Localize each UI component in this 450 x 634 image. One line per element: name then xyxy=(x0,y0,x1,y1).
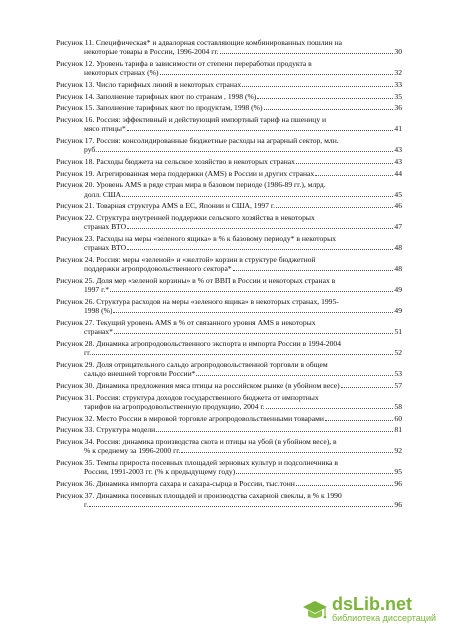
toc-entry-page: 30 xyxy=(394,47,402,57)
leader-dots xyxy=(242,86,393,87)
toc-entry-title: Рисунок 28. Динамика агропродовольственного экспорта и импорта России в 1994-2004 xyxy=(56,338,342,348)
leader-dots xyxy=(296,163,393,164)
toc-entry-continuation: г. xyxy=(84,499,89,509)
toc-entry-page: 43 xyxy=(394,157,402,166)
toc-entry-continuation: странах ВТО xyxy=(84,243,127,253)
mortarboard-icon xyxy=(302,597,328,623)
toc-entry-title: Рисунок 33. Структура модели xyxy=(56,425,156,435)
toc-entry-continuation: некоторые товары в России, 1996-2004 гг. xyxy=(84,47,219,57)
toc-entry xyxy=(56,318,402,337)
leader-dots xyxy=(257,98,393,99)
toc-entry-continuation: поддержки агропродовольственного сектора* xyxy=(84,264,232,274)
toc-entry xyxy=(56,491,402,510)
leader-dots xyxy=(114,333,393,334)
leader-dots xyxy=(266,408,394,409)
leader-dots xyxy=(236,473,393,474)
toc-entry-continuation: долл. США xyxy=(84,189,122,199)
leader-dots xyxy=(181,452,393,453)
leader-dots xyxy=(122,196,393,197)
leader-dots xyxy=(92,354,393,355)
leader-dots xyxy=(315,175,393,176)
toc-entry-title: Рисунок 32. Место России в мировой торговле агропродовольственными товарами xyxy=(56,413,324,423)
toc-entry xyxy=(56,115,402,134)
toc-entry xyxy=(56,169,402,178)
toc-entry-page: 41 xyxy=(394,124,402,134)
leader-dots xyxy=(110,291,393,292)
toc-entry xyxy=(56,381,402,390)
watermark-subtitle: библиотека диссертаций xyxy=(331,613,436,623)
toc-entry-continuation: сальдо внешней торговли России* xyxy=(84,369,196,379)
toc-entry xyxy=(56,38,402,57)
toc-entry-page: 35 xyxy=(394,91,402,101)
toc-entry-continuation: мясо птицы* xyxy=(84,124,126,134)
leader-dots xyxy=(264,109,394,110)
leader-dots xyxy=(156,431,393,432)
leader-dots xyxy=(341,387,394,388)
toc-entry-continuation: тарифов на агропродовольственную продукцию, 2004 г. xyxy=(84,401,265,411)
toc-entry-title: Рисунок 16. Россия: эффективный и действующий импортный тариф на пшеницу и xyxy=(56,115,327,125)
toc-entry-page: 96 xyxy=(394,499,402,509)
toc-entry-continuation: некоторых странах (%) xyxy=(84,68,159,78)
table-of-figures xyxy=(56,38,402,512)
toc-entry-page: 81 xyxy=(394,425,402,435)
toc-entry xyxy=(56,437,402,456)
leader-dots xyxy=(160,74,394,75)
toc-entry-title: Рисунок 37. Динамика посевных площадей и производства сахарной свеклы, в % к 1990 xyxy=(56,490,342,500)
toc-entry-title: Рисунок 17. Россия: консолидированные бюджетные расходы на аграрный сектор, млн. xyxy=(56,136,339,146)
dslib-watermark xyxy=(302,595,436,624)
toc-entry-title: Рисунок 36. Динамика импорта сахара и сахара-сырца в России, тыс.тонн xyxy=(56,478,295,488)
toc-entry-title: Рисунок 26. Структура расходов на меры «зеленого ящика» в некоторых странах, 1995- xyxy=(56,296,339,306)
toc-entry-page: 46 xyxy=(394,201,402,211)
toc-entry-page: 33 xyxy=(394,79,402,89)
toc-entry-title: Рисунок 21. Товарная структура AMS в ЕС, Японии и США, 1997 г. xyxy=(56,201,276,211)
toc-entry xyxy=(56,276,402,295)
toc-entry-page: 95 xyxy=(394,467,402,477)
toc-entry-title: Рисунок 23. Расходы на меры «зеленого ящика» в % к базовому периоду* в некоторых xyxy=(56,234,336,244)
toc-entry-page: 92 xyxy=(394,446,402,456)
toc-entry xyxy=(56,414,402,423)
toc-entry-page: 49 xyxy=(394,285,402,295)
toc-entry-title: Рисунок 19. Агрегированная мера поддержки (AMS) в России и других странах xyxy=(56,168,315,178)
leader-dots xyxy=(98,151,393,152)
toc-entry xyxy=(56,180,402,199)
toc-entry-page: 47 xyxy=(394,222,402,232)
toc-entry-page: 43 xyxy=(394,145,402,155)
toc-entry-title: Рисунок 34. Россия: динамика производства скота и птицы на убой (в убойном весе), в xyxy=(56,436,337,446)
toc-entry xyxy=(56,255,402,274)
leader-dots xyxy=(127,228,393,229)
toc-entry-continuation: гг. xyxy=(84,348,92,358)
toc-entry xyxy=(56,339,402,358)
toc-entry-title: Рисунок 31. Россия: структура доходов государственного бюджета от импортных xyxy=(56,392,319,402)
toc-entry-continuation: % к среднему за 1996-2000 гг. xyxy=(84,446,181,456)
toc-entry-page: 36 xyxy=(394,103,402,113)
watermark-brand: dsLib.net xyxy=(331,594,412,614)
toc-entry xyxy=(56,479,402,488)
toc-entry-page: 48 xyxy=(394,264,402,274)
toc-entry xyxy=(56,59,402,78)
toc-entry-page: 58 xyxy=(394,401,402,411)
toc-entry-title: Рисунок 18. Расходы бюджета на сельское хозяйство в некоторых странах xyxy=(56,157,295,166)
toc-entry-title: Рисунок 22. Структура внутренней поддержки сельского хозяйства в некоторых xyxy=(56,213,315,223)
toc-entry-title: Рисунок 15. Заполнение тарифных квот по продуктам, 1998 (%) xyxy=(56,103,263,113)
toc-entry-title: Рисунок 11. Специфическая* и адвалорная составляющие комбинированных пошлин на xyxy=(56,38,343,47)
toc-entry xyxy=(56,393,402,412)
toc-entry-continuation: России, 1991-2003 гг. (% к предыдущему году) xyxy=(84,467,236,477)
toc-entry-title: Рисунок 30. Динамика предложения мяса птицы на российском рынке (в убойном весе) xyxy=(56,380,340,390)
toc-entry-continuation: странах* xyxy=(84,327,113,337)
leader-dots xyxy=(89,506,393,507)
toc-entry xyxy=(56,136,402,155)
toc-entry-title: Рисунок 35. Темпы прироста посевных площадей зерновых культур и подсолнечника в xyxy=(56,457,339,467)
toc-entry xyxy=(56,157,402,166)
toc-entry-continuation: странах ВТО xyxy=(84,222,127,232)
toc-entry xyxy=(56,360,402,379)
toc-entry-page: 57 xyxy=(394,380,402,390)
toc-entry-title: Рисунок 27. Текущий уровень AMS в % от связанного уровня AMS в некоторых xyxy=(56,317,316,327)
leader-dots xyxy=(233,270,394,271)
toc-entry-title: Рисунок 29. Доля отрицательного сальдо агропродовольственной торговли в общем xyxy=(56,359,328,369)
toc-entry-page: 48 xyxy=(394,243,402,253)
toc-entry-title: Рисунок 24. Россия: меры «зеленой» и «желтой» корзин в структуре бюджетной xyxy=(56,255,316,265)
toc-entry-page: 60 xyxy=(394,413,402,423)
toc-entry-page: 53 xyxy=(394,369,402,379)
toc-entry-page: 32 xyxy=(394,68,402,78)
toc-entry-page: 51 xyxy=(394,327,402,337)
toc-entry xyxy=(56,103,402,112)
leader-dots xyxy=(325,420,393,421)
toc-entry-title: Рисунок 20. Уровень AMS в ряде стран мира в базовом периоде (1986-89 гг.), млрд. xyxy=(56,180,326,190)
toc-entry xyxy=(56,92,402,101)
toc-entry-continuation: 1997 г.* xyxy=(84,285,110,295)
leader-dots xyxy=(276,207,393,208)
leader-dots xyxy=(196,375,393,376)
toc-entry-page: 44 xyxy=(394,168,402,178)
leader-dots xyxy=(296,485,394,486)
leader-dots xyxy=(127,130,394,131)
leader-dots xyxy=(220,53,394,54)
toc-entry-title: Рисунок 25. Доля мер «зеленой корзины» в % от ВВП в России и некоторых странах в xyxy=(56,276,336,285)
toc-entry-page: 96 xyxy=(394,478,402,488)
toc-entry-title: Рисунок 12. Уровень тарифа в зависимости от степени переработки продукта в xyxy=(56,58,312,68)
toc-entry xyxy=(56,234,402,253)
toc-entry xyxy=(56,201,402,210)
toc-entry xyxy=(56,458,402,477)
toc-entry-page: 52 xyxy=(394,348,402,358)
toc-entry xyxy=(56,213,402,232)
toc-entry-page: 49 xyxy=(394,306,402,316)
toc-entry-continuation: руб. xyxy=(84,145,98,155)
leader-dots xyxy=(127,249,393,250)
toc-entry xyxy=(56,297,402,316)
toc-entry-continuation: 1998 (%) xyxy=(84,306,113,316)
leader-dots xyxy=(113,312,393,313)
toc-entry-page: 45 xyxy=(394,189,402,199)
toc-entry xyxy=(56,80,402,89)
toc-entry xyxy=(56,425,402,434)
toc-entry-title: Рисунок 13. Число тарифных линий в некоторых странах xyxy=(56,79,242,89)
toc-entry-title: Рисунок 14. Заполнение тарифных квот по странам , 1998 (%) xyxy=(56,91,257,101)
